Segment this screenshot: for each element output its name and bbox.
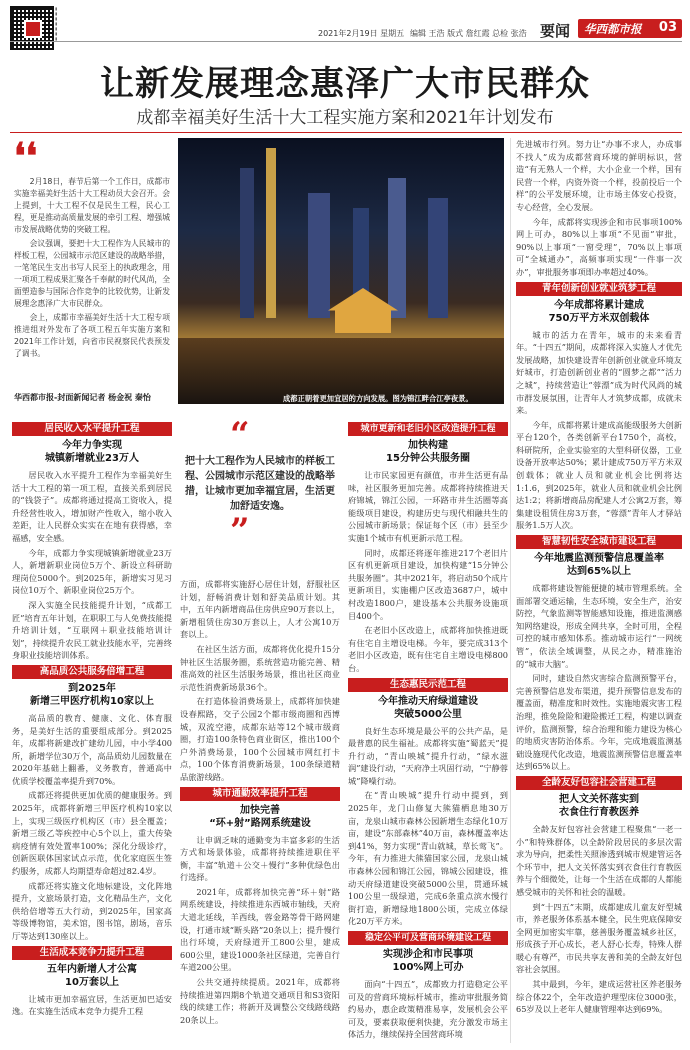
qr-center-logo [24,20,42,38]
section-subheading [516,299,682,325]
section-subheading-line: 实现涉企和市民事项 [383,949,473,960]
section-subheading [348,439,508,465]
section-subheading-line: 突破5000公里 [394,708,462,720]
paragraph: 让城市更加幸福宜居，生活更加巴适安逸。在实施生活成本竞争力提升工程 [12,993,172,1017]
paragraph: 高品质的教育、健康、文化、体育服务，是美好生活的重要组成部分。到2025年，成都将新建改扩建幼儿园，中小学400所，新增学位30万个，高品质幼儿园数量在2020年基础上翻番，义务教育，普通高中优质学校覆盖率提升到70%。 [12,712,172,786]
section-subheading-line: 100%网上可办 [392,962,464,973]
column-1 [12,422,172,1047]
date-line: 2021年2月19日 星期五 [318,29,405,38]
photo-tower [308,193,330,318]
section-subheading-line: 今年力争实现 [62,440,122,451]
paragraph: 成都将建设智能便捷的城市管理系统。全面部署交通运输，生态环境，安全生产，治安防控，气象监测等智能感知设施，推进监测感知网络建设，形成全网共享，全时可用，全程可控的城市感知体系。推动城市运行“一网统管”，依法全域调整，从民之办，精准施治的“城市大脑”。 [516,583,682,669]
paragraph: 让市民家园更有颜值，市井生活更有品味，社区服务更加完善。成都将持续推进天府锦城，锦江公园，一环路市井生活圈等高能级项目建设，构建历史与现代相融共生的公园城市新场景；保证每个区（市）县至少实施1个城市有机更新示范工程。 [348,470,508,543]
section-subheading [348,695,508,721]
section-subheading [180,804,340,830]
quote-close-mark: ” [230,511,250,551]
page-number: 03 [658,20,677,35]
paragraph: 同时，建设自然灾害综合监测预警平台，完善预警信息发布渠道，提升预警信息发布的覆盖面，精准度和时效性。实施地震灾害工程治理，推免险险和避险搬迁工程，构建以调查评价，监测预警，综合治理和能力建设为核心的地质灾害防治体系。今年，完成地震监测基础设施现代化改造，地震监测预警信息覆盖率达到65%以上。 [516,673,682,772]
section-subheading [12,963,172,989]
pull-quote [182,415,338,580]
section-subheading-line: “环+射”路网系统建设 [209,817,311,829]
paragraph: 同时，成都还将逐年推进217个老旧片区有机更新项目建设，加快构建“15分钟公共服务圈”。其中2021年，将启动50个成片更新项目，实施棚户区改造3687户，城中村改造1800户，建设基本公共服务设施项目400个。 [348,547,508,621]
paragraph: 公共交通持续提质。2021年，成都将持续推进第四期8个轨道交通项目和S3资阳线的续建工作；将新开及调整公交线路线路20条以上。 [180,977,340,1025]
main-headline: 让新发展理念惠泽广大市民群众 [100,64,590,104]
photo-tower [428,198,448,318]
section-subheading [516,793,682,819]
paragraph: 成都还将提供更加优质的健康服务。到2025年，成都将新增三甲医疗机构10家以上，实现三级医疗机构区（市）县全覆盖；新增三级乙等疾控中心5个以上，重大传染病疫情有效处置率100%；深化分级诊疗，创新医联体国家试点示范，优化家庭医生签约服务，成都人均期望寿命超过82.4岁。 [12,790,172,877]
paper-name: 华西都市报 [584,22,642,36]
paragraph: 深入实施全民技能提升计划，“成都工匠”培育五年计划，在职职工与人免费技能提升培训计划，“互联网＋职业技能培训计划”，持续提升农民工就业技能水平，完善终身职业技能培训体系。 [12,599,172,661]
section-subheading-line: 到2025年 [68,682,116,694]
paragraph: 在“青山映城”提升行动中提到，到2025年，龙门山修复大熊猫栖息地30万亩，龙泉山城市森林公园新增生态绿化10万亩，建设“东部森林”40万亩，森林覆盖率达到41%，努力实现“青山就城，草长莺飞”。今年，有力推进大熊猫国家公园，龙泉山城市森林公园和锦江公园，锦城公园建设，推动天府绿道建设突破5000公里，贯通环城100公里一级绿道，完成6条重点滨水慢行街打造，新增绿地1800公顷，完成立体绿化20万平方米。 [348,790,508,927]
section-subheading [348,948,508,974]
section-heading: 生态惠民示范工程 [348,678,508,692]
paragraph: 全龄友好包容社会营建工程聚焦“一老一小”和特殊群体，以全龄阶段居民的多层次需求为导向，把柔性关照渗透到城市规建管运各个环节中，把人文关怀落实到衣食住行育教医养与个细微处，让每一个生活在成都的人都能感受城市的关怀和社会的温暖。 [516,823,682,897]
paragraph: 今年，成都力争实现城镇新增就业23万人，新增新职业岗位5万个、新设立科研助理岗位5000个。到2025年，新增实习见习岗位10万个、新职业岗位25万个。 [12,547,172,596]
paragraph: 城市的活力在青年，城市的未来看青年。“十四五”期间，成都将深入实施人才优先发展战略，加快建设青年创新创业就业环境友好城市，打造创新创业者的“圆梦之都”“活力之城”，持续营造让“蓉漂”成为时代风尚的城市群发展氛围，让青年人才筑梦成都，成就未来。 [516,329,682,416]
header-rule [10,41,682,42]
paragraph: 让申调乏味的通勤变为丰富多彩的生活方式和场景体验，成都将持续推进职住平衡，丰富“轨道＋公交＋慢行”多种优绿色出行选择。 [180,834,340,883]
photo-tower [240,168,254,318]
paragraph: 面向“十四五”，成都致力打造稳定公平可及的营商环境标杆城市，推动审批服务简约易办，惠企政策精准易享，发展机会公平可及，要素获取便利快捷，充分激发市场主体活力，继续保持全国营商环境 [348,979,508,1040]
paper-name-banner [578,19,682,38]
section-heading: 智慧韧性安全城市建设工程 [516,535,682,549]
column-3 [348,422,508,1047]
section-subheading-line: 把人文关怀落实到 [559,793,639,805]
section-subheading-line: 达到65%以上 [567,566,631,578]
paragraph: 到“十四五”末期，成都建成儿童友好型城市，养老服务体系基本健全，民生兜底保障安全网更加密实牢靠，慈善服务覆盖城乡社区，形成孩子开心成长，老人舒心长寿，特殊人群暖心有尊严，市民共享友善和美的全龄友好包容社会氛围。 [516,901,682,975]
section-subheading-line: 新增三甲医疗机构10家以上 [30,695,154,707]
section-heading: 高品质公共服务倍增工程 [12,665,172,679]
section-subheading-line: 750万平方米双创载体 [548,312,650,324]
section-subheading-line: 加快构建 [408,440,448,451]
section-subheading [516,552,682,578]
column-2 [180,578,340,1047]
column-4 [516,138,682,1047]
photo-tower [388,178,406,318]
night-photo [178,138,504,404]
section-subheading-line: 10万套以上 [65,976,119,988]
paragraph: 在老旧小区改造上，成都将加快推进既有住宅自主增设电梯。今年，要完成313个老旧小区改造，既有住宅自主增设电梯800台。 [348,625,508,673]
section-subheading-line: 城镇新增就业23万人 [45,453,139,464]
paragraph: 其中最到，今年，建成运营社区养老服务综合体22个，全年改造护理型床位3000张，65岁及以上老年人健康管理率达到69%。 [516,979,682,1015]
section-subheading-line: 衣食住行育教医养 [559,806,639,818]
sub-headline: 成都幸福美好生活十大工程实施方案和2021年计划发布 [136,108,554,128]
section-subheading-line: 今年推动天府绿道建设 [378,695,478,707]
paragraph: 2021年，成都将加快完善“环＋射”路网系统建设，持续推进东西城市轴线，天府大道北延线，羊西线，蓉金路等骨干路网建设，打通市域“断头路”20条以上；提升慢行出行环境，天府绿道开工800公里，建成600公里，建设1000条社区绿道，完善自行车道200公里。 [180,886,340,973]
section-heading: 城市更新和老旧小区改造提升工程 [348,422,508,436]
paragraph: 在打造体验消费场景上，成都将加快建设春熙路，交子公园2个都市级商圈和西博城，双流空港，成都东站等12个城市级商圈，打造100条特色商业街区，推出100个户外消费场景，100个公园城市网红打卡点，100个体育消费新场景，100条绿道精品旅游线路。 [180,696,340,782]
quote-open-mark: “ [230,415,250,455]
section-heading: 稳定公平可及营商环境建设工程 [348,931,508,945]
section-subheading [12,682,172,708]
lead-paragraph: 会上，成都市幸福美好生活十大工程专项推进组对外发布了各项工程五年实施方案和2021年工作计划，向省市民视察民代表预发了调书。 [14,313,170,358]
photo-caption: 成都正朝着更加宜居的方向发展。图为锦江畔合江亭夜景。 [283,394,473,403]
section-heading: 青年创新创业就业筑梦工程 [516,282,682,296]
editor-line: 编辑 王浩 版式 詹红霞 总检 张浩 [410,29,527,38]
section-subheading-line: 15分钟公共服务圈 [386,453,470,464]
lead-paragraph: 会议强调，要把十大工程作为人民城市的样板工程，公园城市示范区建设的战略举措，一笔笔民生支出书写人民至上的执政理念，用一项项工程成果汇聚各千奉献的时代风尚，全面塑造参与国际合作竞争的比较优势，让新发展理念惠泽广大市民群众。 [14,239,170,308]
section-subheading [12,439,172,465]
paragraph: 先进城市行列。努力让“办事不求人，办成事不找人”成为成都营商环境的鲜明标识，营造“有无熟人一个样，大小企业一个样，国有民营一个样，内资外资一个样，投前投后一个样”的公平发展环境，让市场主体安心投资，专心经营，全心发展。 [516,139,682,212]
lead-quote-mark: ❛❛ [14,135,38,177]
section-heading: 居民收入水平提升工程 [12,422,172,436]
paragraph: 今年，成都将实现涉企和市民事项100%网上可办，80%以上事项“不见面”审批，90%以上事项“一窗受理”，70%以上事项可“全城通办”，高频事项实现“一件事一次办”，审批服务事项即办率超过40%。 [516,216,682,277]
qr-caption: ▮ ▮ ▮ ▮ ▮ ▮ ▮ [55,6,58,41]
section-subheading-line: 今年成都将累计建成 [554,299,644,311]
section-heading: 城市通勤效率提升工程 [180,787,340,801]
section-subheading-line: 今年地震监测预警信息覆盖率 [534,553,664,565]
section-subheading-line: 加快完善 [240,804,280,816]
paragraph: 方面，成都将实施舒心居住计划，舒服社区计划，舒畅消费计划和舒美品质计划。其中，五年内新增商品住房供应90万套以上，新增租赁住房30万套以上，人才公寓10万套以上。 [180,579,340,640]
section-heading: 生活成本竞争力提升工程 [12,946,172,960]
paragraph: 居民收入水平提升工程作为幸福美好生活十大工程的第一项工程，直接关系到居民的“钱袋子”。成都将通过提高工资收入，提升经营性收入，增加财产性收入，缩小收入差距，让人民群众实实在在地有获得感，幸福感，安全感。 [12,470,172,543]
photo-tower [266,148,276,318]
section-heading: 全龄友好包容社会营建工程 [516,776,682,790]
column-rule [510,138,511,1043]
paragraph: 在社区生活方面，成都将优化提升15分钟社区生活服务圈，系统营造功能完善、精准高效的社区生活服务场景，推出社区商业示范性消费新场景36个。 [180,643,340,692]
paragraph: 今年，成都将累计建成高能级服务大创新平台120个，各类创新平台1750个，高校，科研院所，企业实验室的大型科研仪器，工业设备开放率达50%；累计建成750万平方米双创载体；就业人员和就业机会比例将达1:1.6，到2025年，就业人员和就业机会比例达1:2；将新增商品房配建人才公寓2万套，筹集建设租赁住房3万套，“蓉漂”青年人才驿站服务1.5万人次。 [516,419,682,531]
paragraph: 良好生态环境是最公平的公共产品，是最普惠的民生福祉。成都将实施“蜀蓝天”提升行动，“青山映城”提升行动，“绿水滋润”建设行动，“天府净土巩固行动，“宁静蓉城”降噪行动。 [348,725,508,786]
headline-rule [10,132,682,133]
quote-text: 把十大工程作为人民城市的样板工程、公园城市示范区建设的战略举措，让城市更加幸福宜居，生活更加舒适安逸。 [185,456,335,512]
section-label: 要闻 [540,22,571,40]
lead-paragraph: 2月18日，春节后第一个工作日，成都市实施幸福美好生活十大工程动员大会召开。会上提到，十大工程不仅是民生工程，民心工程，更是推动高质量发展的牵引工程、增强城市发展战略优势的突破工程。 [14,177,170,234]
paragraph: 成都还将实施文化地标建设，文化阵地提升，文旅场景打造，文化精品生产，文化供给倍增等五大行动，到2025年，国家高等级博物馆，美术馆，图书馆，剧场，音乐厅等达到130座以上。 [12,880,172,941]
lead-text [14,176,170,391]
section-subheading-line: 五年内新增人才公寓 [47,963,137,975]
byline: 华西都市报-封面新闻记者 杨金祝 秦怡 [14,393,151,402]
